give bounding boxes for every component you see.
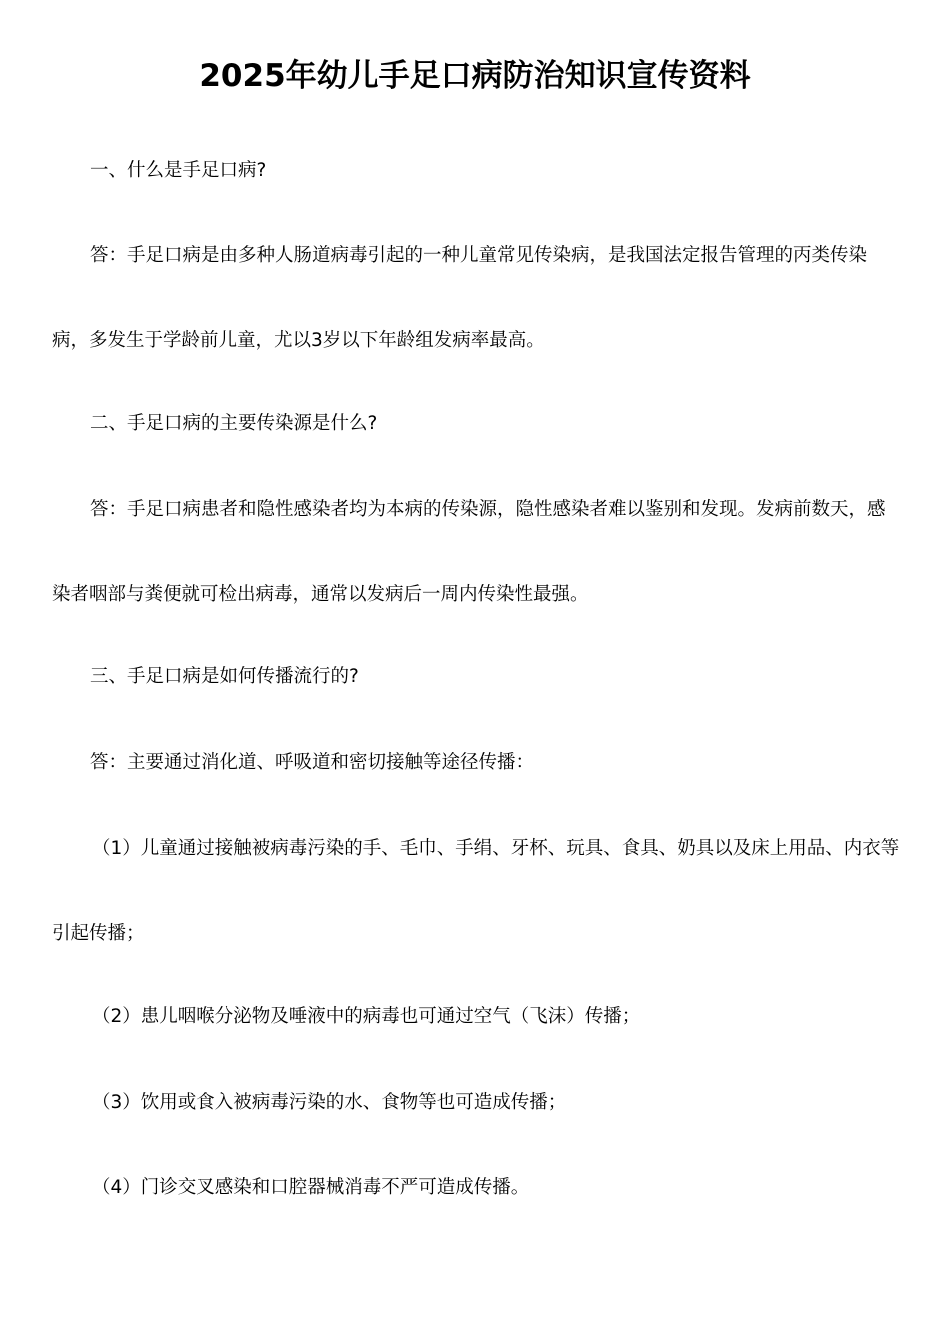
answer-3: 答：主要通过消化道、呼吸道和密切接触等途径传播： [90, 752, 535, 773]
document-title: 2025年幼儿手足口病防治知识宣传资料 [199, 58, 751, 94]
question-1: 一、什么是手足口病? [90, 160, 267, 181]
list-item-2: （2）患儿咽喉分泌物及唾液中的病毒也可通过空气（飞沫）传播； [92, 1006, 641, 1027]
answer-2: 答：手足口病患者和隐性感染者均为本病的传染源，隐性感染者难以鉴别和发现。发病前数天，感染者咽部与粪便就可检出病毒，通常以发病后一周内传染性最强。 [52, 499, 886, 605]
answer-1: 答：手足口病是由多种人肠道病毒引起的一种儿童常见传染病，是我国法定报告管理的丙类传染病，多发生于学龄前儿童，尤以3岁以下年龄组发病率最高。 [52, 245, 868, 351]
list-item-1: （1）儿童通过接触被病毒污染的手、毛巾、手绢、牙杯、玩具、食具、奶具以及床上用品、内衣等引起传播； [52, 838, 900, 944]
list-item-4: （4）门诊交叉感染和口腔器械消毒不严可造成传播。 [92, 1177, 530, 1198]
question-3: 三、手足口病是如何传播流行的? [90, 666, 359, 687]
question-2: 二、手足口病的主要传染源是什么? [90, 413, 378, 434]
list-item-3: （3）饮用或食入被病毒污染的水、食物等也可造成传播； [92, 1092, 567, 1113]
